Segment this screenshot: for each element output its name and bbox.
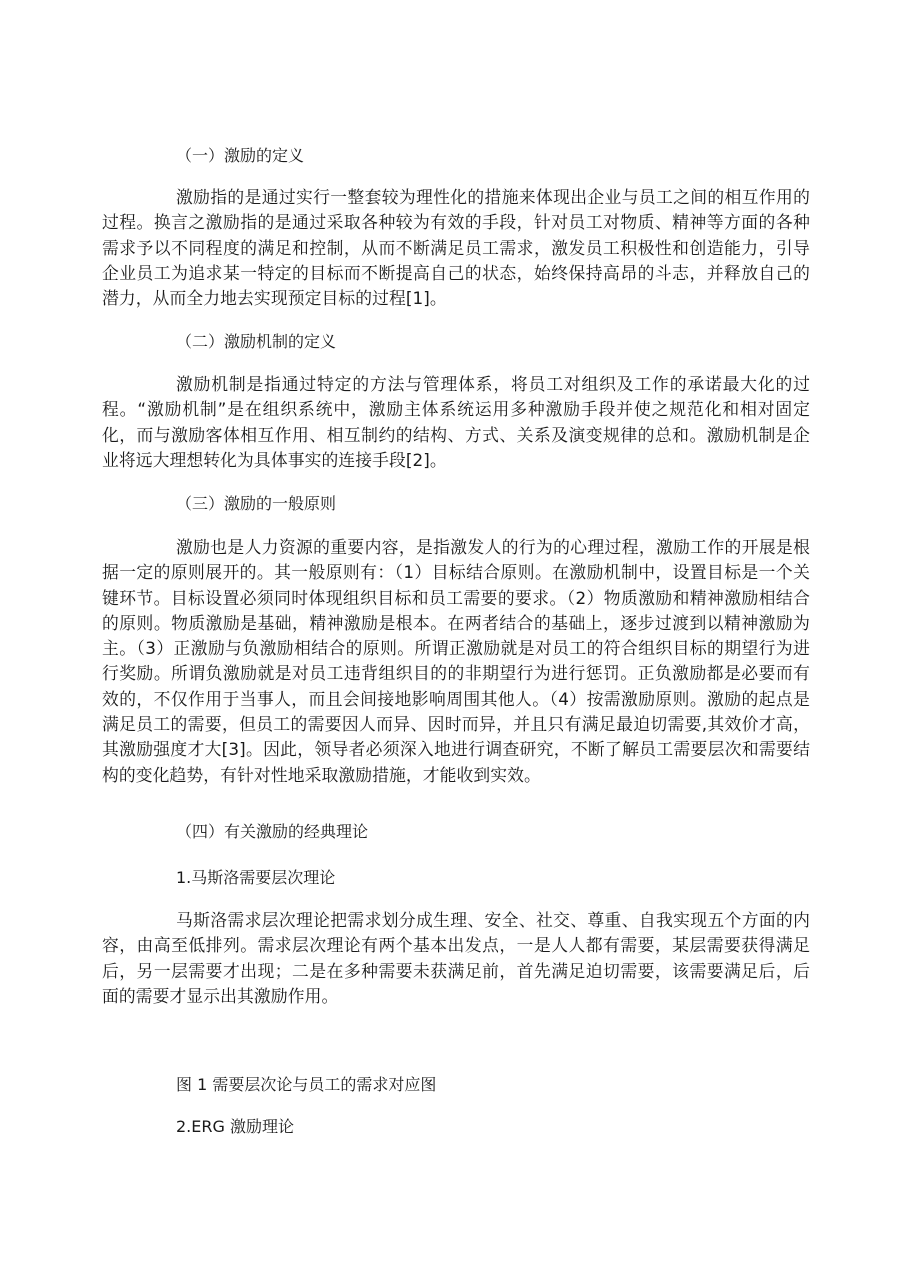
subsection-heading-erg: 2.ERG 激励理论 <box>176 1117 294 1136</box>
section-paragraph-1: 激励指的是通过实行一整套较为理性化的措施来体现出企业与员工之间的相互作用的过程。换言之激励指的是通过采取各种较为有效的手段，针对员工对物质、精神等方面的各种需求予以不同程度的满足和控制，从而不断满足员工需求，激发员工积极性和创造能力，引导企业员工为追求某一特定的目标而不断提高自己的状态，始终保持高昂的斗志，并释放自己的潜力，从而全力地去实现预定目标的过程[1]。 <box>102 187 810 309</box>
section-heading-2: （二）激励机制的定义 <box>176 332 337 351</box>
section-paragraph-4: 马斯洛需求层次理论把需求划分成生理、安全、社交、尊重、自我实现五个方面的内容，由高至低排列。需求层次理论有两个基本出发点，一是人人都有需要，某层需要获得满足后，另一层需要才出现；二是在多种需要未获满足前，首先满足迫切需要，该需要满足后，后面的需要才显示出其激励作用。 <box>102 910 810 1006</box>
section-heading-3: （三）激励的一般原则 <box>176 494 337 513</box>
section-heading-4: （四）有关激励的经典理论 <box>176 822 369 841</box>
subsection-heading-maslow: 1.马斯洛需要层次理论 <box>176 868 336 887</box>
figure-caption: 图 1 需要层次论与员工的需求对应图 <box>176 1075 437 1094</box>
section-heading-1: （一）激励的定义 <box>176 146 305 165</box>
section-paragraph-3: 激励也是人力资源的重要内容，是指激发人的行为的心理过程，激励工作的开展是根据一定的原则展开的。其一般原则有：（1）目标结合原则。在激励机制中，设置目标是一个关键环节。目标设置必须同时体现组织目标和员工需要的要求。（2）物质激励和精神激励相结合的原则。物质激励是基础，精神激励是根本。在两者结合的基础上，逐步过渡到以精神激励为主。（3）正激励与负激励相结合的原则。所谓正激励就是对员工的符合组织目标的期望行为进行奖励。所谓负激励就是对员工违背组织目的的非期望行为进行惩罚。正负激励都是必要而有效的，不仅作用于当事人，而且会间接地影响周围其他人。（4）按需激励原则。激励的起点是满足员工的需要，但员工的需要因人而异、因时而异，并且只有满足最迫切需要,其效价才高，其激励强度才大[3]。因此，领导者必须深入地进行调查研究，不断了解员工需要层次和需要结构的变化趋势，有针对性地采取激励措施，才能收到实效。 <box>102 537 810 785</box>
section-paragraph-2: 激励机制是指通过特定的方法与管理体系，将员工对组织及工作的承诺最大化的过程。“激励机制”是在组织系统中，激励主体系统运用多种激励手段并使之规范化和相对固定化，而与激励客体相互作用、相互制约的结构、方式、关系及演变规律的总和。激励机制是企业将远大理想转化为具体事实的连接手段[2]。 <box>102 374 810 470</box>
